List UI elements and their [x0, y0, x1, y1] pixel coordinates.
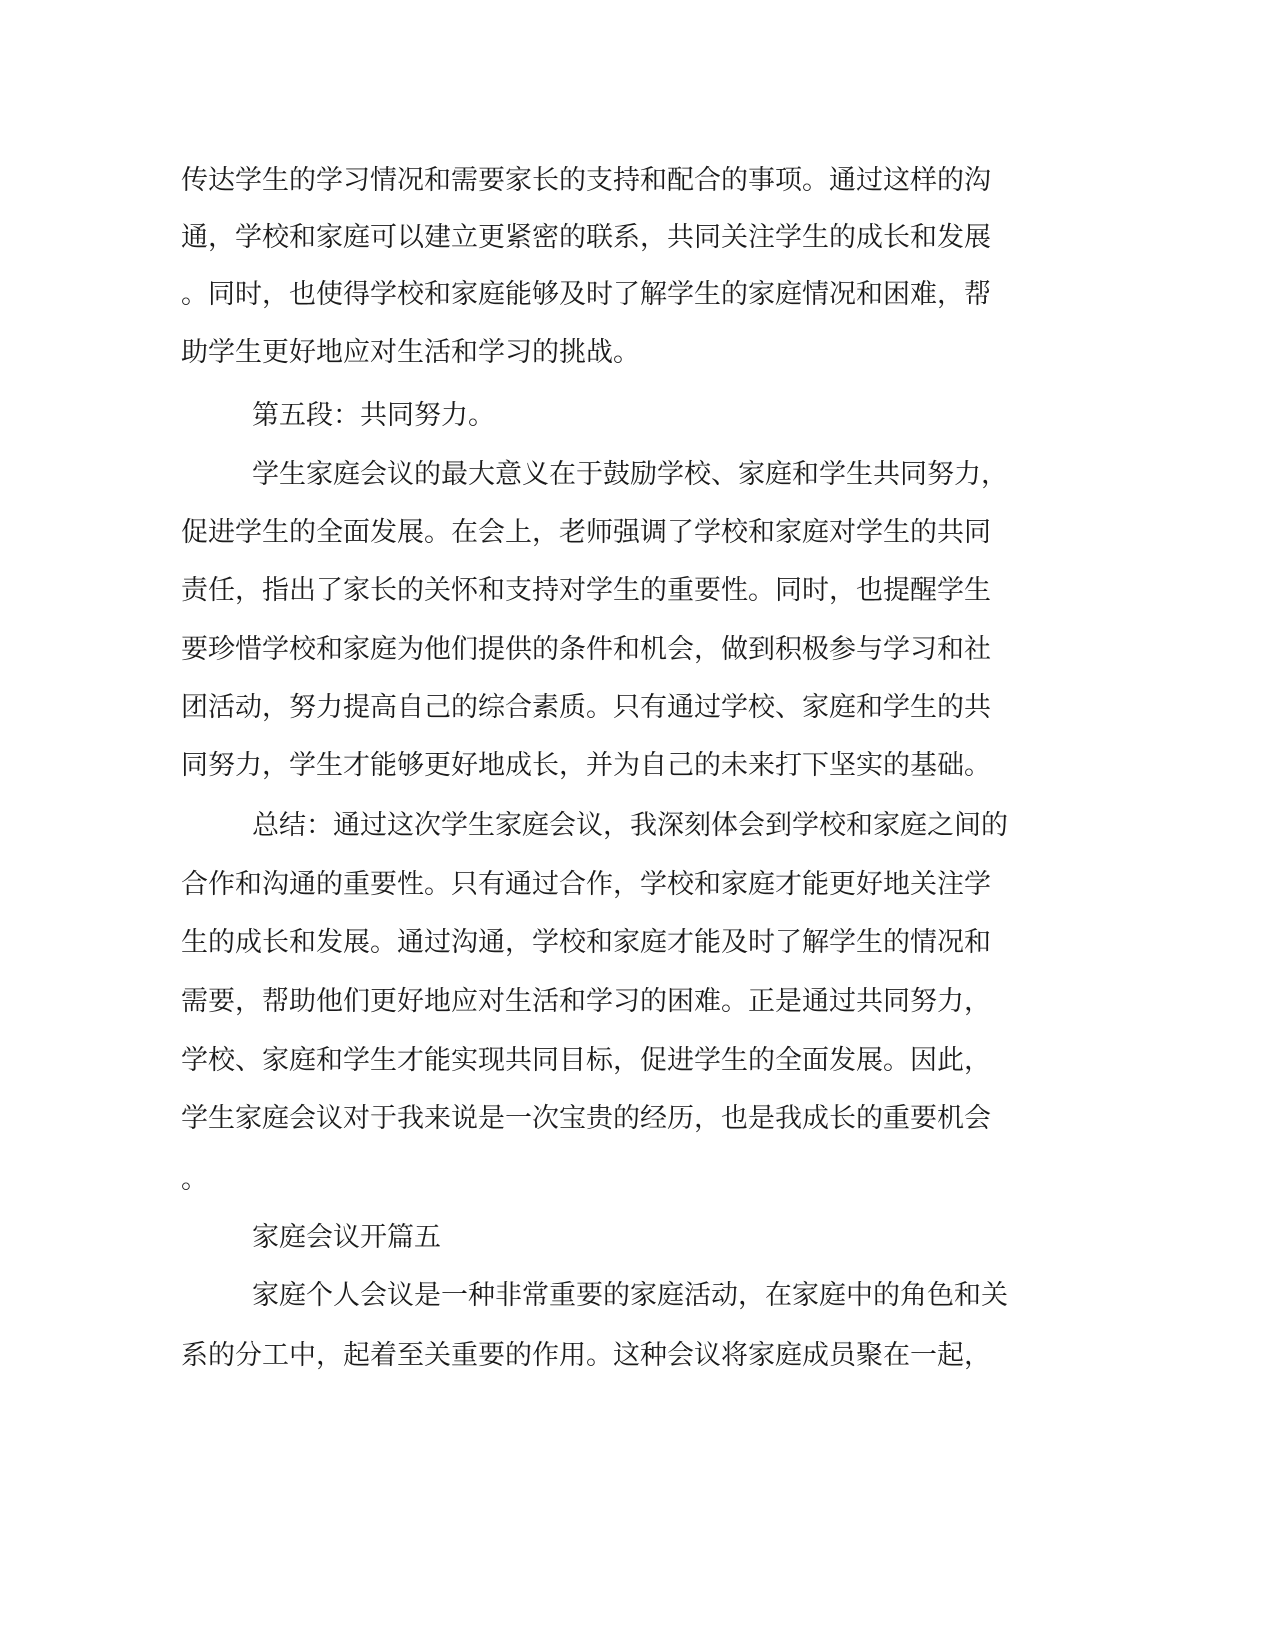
- text-line: 学校、家庭和学生才能实现共同目标，促进学生的全面发展。因此，: [181, 1045, 991, 1076]
- text-line: 团活动，努力提高自己的综合素质。只有通过学校、家庭和学生的共: [181, 692, 991, 723]
- text-line: 同努力，学生才能够更好地成长，并为自己的未来打下坚实的基础。: [181, 750, 991, 781]
- text-line: 要珍惜学校和家庭为他们提供的条件和机会，做到积极参与学习和社: [181, 634, 991, 665]
- text-line: 系的分工中，起着至关重要的作用。这种会议将家庭成员聚在一起，: [181, 1340, 991, 1371]
- text-line: 合作和沟通的重要性。只有通过合作，学校和家庭才能更好地关注学: [181, 869, 991, 900]
- text-line: 促进学生的全面发展。在会上，老师强调了学校和家庭对学生的共同: [181, 517, 991, 548]
- text-line: 。同时，也使得学校和家庭能够及时了解学生的家庭情况和困难，帮: [181, 279, 991, 310]
- text-line: 责任，指出了家长的关怀和支持对学生的重要性。同时，也提醒学生: [181, 575, 991, 606]
- section-heading: 第五段：共同努力。: [252, 400, 495, 431]
- text-line: 总结：通过这次学生家庭会议，我深刻体会到学校和家庭之间的: [252, 810, 1008, 841]
- text-line: 需要，帮助他们更好地应对生活和学习的困难。正是通过共同努力，: [181, 986, 991, 1017]
- text-line: 学生家庭会议的最大意义在于鼓励学校、家庭和学生共同努力，: [252, 459, 1008, 490]
- text-line: 传达学生的学习情况和需要家长的支持和配合的事项。通过这样的沟: [181, 165, 991, 196]
- text-line: 学生家庭会议对于我来说是一次宝贵的经历，也是我成长的重要机会: [181, 1103, 991, 1134]
- text-line: 生的成长和发展。通过沟通，学校和家庭才能及时了解学生的情况和: [181, 927, 991, 958]
- text-line: 家庭个人会议是一种非常重要的家庭活动，在家庭中的角色和关: [252, 1280, 1008, 1311]
- text-line: 通，学校和家庭可以建立更紧密的联系，共同关注学生的成长和发展: [181, 222, 991, 253]
- text-line: 。: [181, 1164, 208, 1195]
- section-heading: 家庭会议开篇五: [252, 1222, 441, 1253]
- text-line: 助学生更好地应对生活和学习的挑战。: [181, 337, 640, 368]
